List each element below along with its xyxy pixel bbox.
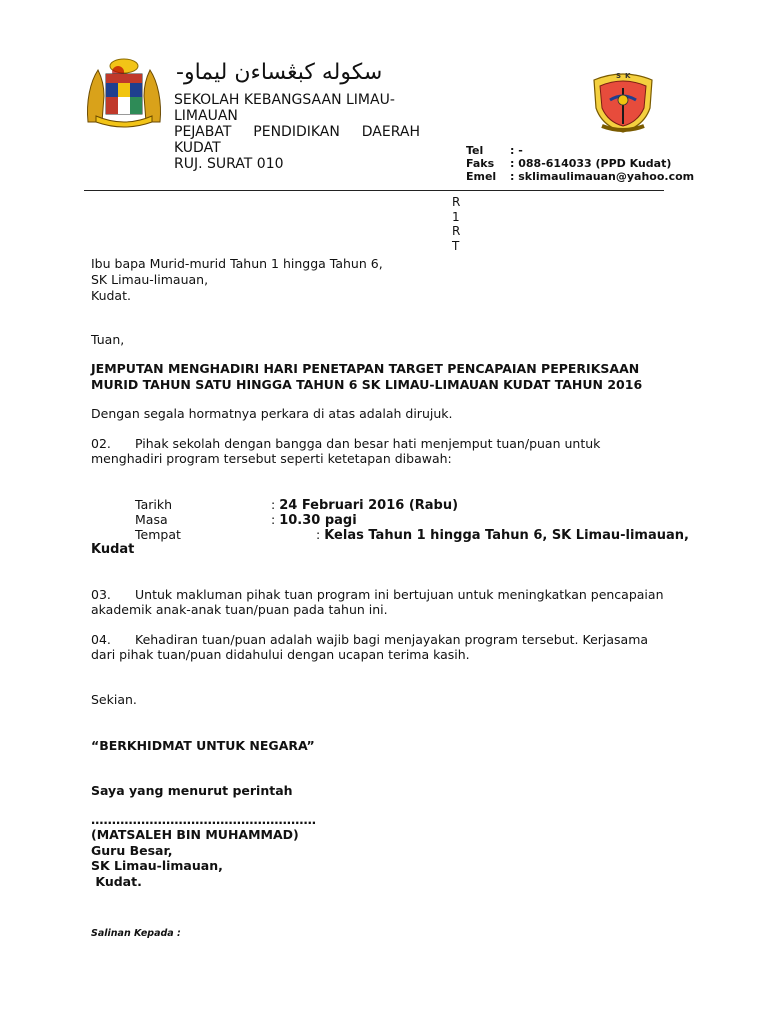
office-word: PEJABAT bbox=[174, 124, 232, 140]
place-continuation: Kudat bbox=[91, 542, 135, 557]
paragraph-number: 03. bbox=[91, 587, 111, 602]
recipient-line: Kudat. bbox=[91, 288, 131, 303]
subject-line: JEMPUTAN MENGHADIRI HARI PENETAPAN TARGET PENCAPAIAN PEPERIKSAAN bbox=[91, 361, 640, 376]
contact-block bbox=[466, 144, 694, 183]
cut-char: R bbox=[452, 224, 461, 238]
paragraph-text: dari pihak tuan/puan didahului dengan ucapan terima kasih. bbox=[91, 647, 470, 662]
header-divider bbox=[84, 190, 664, 191]
paragraph-02 bbox=[91, 436, 681, 466]
time-value: 10.30 pagi bbox=[279, 513, 357, 528]
recipient-line: Ibu bapa Murid-murid Tahun 1 hingga Tahun 6, bbox=[91, 256, 383, 271]
office-word: PENDIDIKAN bbox=[253, 124, 340, 140]
paragraph-text: akademik anak-anak tuan/puan pada tahun ini. bbox=[91, 602, 388, 617]
reference-cut-column bbox=[452, 195, 461, 255]
paragraph-text: Untuk makluman pihak tuan program ini bertujuan untuk meningkatkan pencapaian bbox=[135, 587, 664, 602]
signatory-town: Kudat. bbox=[91, 874, 142, 889]
colon: : bbox=[316, 527, 321, 542]
intro-paragraph: Dengan segala hormatnya perkara di atas adalah dirujuk. bbox=[91, 406, 453, 421]
paragraph-text: menghadiri program tersebut seperti ketetapan dibawah: bbox=[91, 451, 452, 466]
paragraph-03 bbox=[91, 587, 681, 617]
paragraph-number: 04. bbox=[91, 632, 111, 647]
contact-label: Faks bbox=[466, 157, 495, 170]
paragraph-04 bbox=[91, 632, 681, 662]
recipient-line: SK Limau-limauan, bbox=[91, 272, 209, 287]
subject-line: MURID TAHUN SATU HINGGA TAHUN 6 SK LIMAU-LIMAUAN KUDAT TAHUN 2016 bbox=[91, 377, 643, 392]
time-label: Masa bbox=[135, 512, 168, 527]
reference-partial: RUJ. SURAT 010 bbox=[174, 156, 284, 172]
signatory-school: SK Limau-limauan, bbox=[91, 858, 223, 873]
cut-char: R bbox=[452, 195, 461, 209]
place-label: Tempat bbox=[135, 527, 181, 542]
school-name-block bbox=[174, 92, 422, 172]
paragraph-text: Pihak sekolah dengan bangga dan besar hati menjemput tuan/puan untuk bbox=[135, 436, 601, 451]
cut-char: T bbox=[452, 238, 460, 253]
contact-value: : 088-614033 (PPD Kudat) bbox=[510, 157, 672, 170]
motto: “BERKHIDMAT UNTUK NEGARA” bbox=[91, 738, 315, 753]
colon: : bbox=[271, 512, 276, 527]
salutation: Tuan, bbox=[91, 332, 125, 347]
office-name-line2: KUDAT bbox=[174, 140, 221, 156]
paragraph-text: Kehadiran tuan/puan adalah wajib bagi menjayakan program tersebut. Kerjasama bbox=[135, 632, 649, 647]
contact-email-row bbox=[466, 170, 694, 183]
school-name-line2: LIMAUAN bbox=[174, 108, 238, 124]
contact-label: Emel bbox=[466, 170, 497, 183]
place-value: Kelas Tahun 1 hingga Tahun 6, SK Limau-limauan, bbox=[324, 528, 689, 543]
date-row-value bbox=[271, 497, 458, 513]
contact-tel-row bbox=[466, 144, 694, 157]
contact-label: Tel bbox=[466, 144, 484, 157]
office-name-line1 bbox=[174, 124, 420, 140]
contact-value: : sklimaulimauan@yahoo.com bbox=[510, 170, 695, 183]
cut-char: 1 bbox=[452, 209, 460, 224]
coat-of-arms-logo bbox=[82, 52, 166, 128]
time-row-value bbox=[271, 512, 357, 528]
place-row-value bbox=[316, 527, 689, 543]
contact-value: : - bbox=[510, 144, 523, 157]
school-badge-logo bbox=[588, 68, 658, 134]
school-name-line1: SEKOLAH KEBANGSAAN LIMAU- bbox=[174, 92, 395, 108]
colon: : bbox=[271, 497, 276, 512]
signature-dots: ……………………………………………… bbox=[91, 812, 316, 827]
badge-letter-s: S bbox=[616, 72, 622, 80]
badge-letter-k: K bbox=[625, 72, 631, 80]
date-label: Tarikh bbox=[135, 497, 172, 512]
contact-fax-row bbox=[466, 157, 694, 170]
office-word: DAERAH bbox=[361, 124, 420, 140]
closing: Sekian. bbox=[91, 692, 137, 707]
paragraph-number: 02. bbox=[91, 436, 111, 451]
signature-intro: Saya yang menurut perintah bbox=[91, 783, 293, 798]
school-name-jawi: -سكوله كبڠساءن ليماو bbox=[176, 60, 383, 85]
copy-to-label: Salinan Kepada : bbox=[91, 928, 181, 939]
signatory-title: Guru Besar, bbox=[91, 843, 173, 858]
signatory-name: (MATSALEH BIN MUHAMMAD) bbox=[91, 827, 299, 842]
date-value: 24 Februari 2016 (Rabu) bbox=[279, 498, 459, 513]
